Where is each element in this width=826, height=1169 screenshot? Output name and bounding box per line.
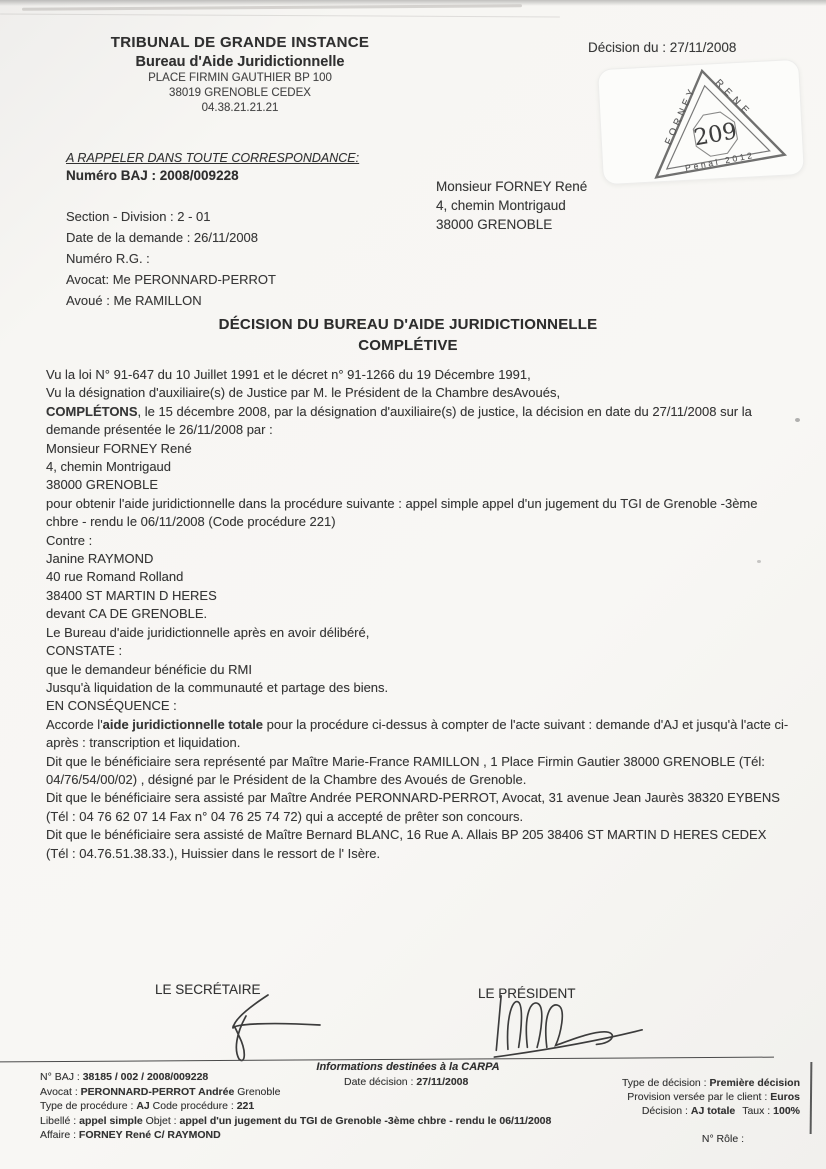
president-label: LE PRÉSIDENT xyxy=(478,986,576,1001)
libelle-label: Libellé : xyxy=(40,1114,80,1127)
constate-line1: que le demandeur bénéficie du RMI xyxy=(46,661,252,677)
code-procedure-label: Code procédure : xyxy=(149,1100,237,1113)
footer-type-decision-row xyxy=(622,1076,800,1090)
footer-provision-row xyxy=(622,1090,800,1104)
accorde-bold: aide juridictionnelle totale xyxy=(102,716,264,732)
correspondence-notice: A RAPPELER DANS TOUTE CORRESPONDANCE: xyxy=(66,151,360,165)
secretary-label: LE SECRÉTAIRE xyxy=(155,982,261,997)
triangular-stamp xyxy=(635,55,792,186)
case-info-block xyxy=(66,206,276,311)
taux-value: 100% xyxy=(773,1105,800,1118)
vu-loi-paragraph: Vu la loi N° 91-647 du 10 Juillet 1991 et le décret n° 91-1266 du 19 Décembre 1991, xyxy=(46,367,531,382)
addressee-street: 4, chemin Montrigaud xyxy=(436,198,566,213)
applicant-city: 38000 GRENOBLE xyxy=(46,477,159,493)
objet-label: Objet : xyxy=(142,1114,180,1127)
applicant-name: Monsieur FORNEY René xyxy=(46,440,192,456)
document-title-line1: DÉCISION DU BUREAU D'AIDE JURIDICTIONNELLE xyxy=(218,316,598,333)
consequence-heading: EN CONSÉQUENCE : xyxy=(46,698,177,714)
decision-date: Décision du : 27/11/2008 xyxy=(588,40,737,55)
dit-assiste-huissier-paragraph: Dit que le bénéficiaire sera assisté de Maître Bernard BLANC, 16 Rue A. Allais BP 205 38406 ST MARTIN D HERES CEDEX (Tél : 04.76.51.38.33.), Huissier dans le ressort de l' Isère. xyxy=(46,827,767,861)
date-decision-value: 27/11/2008 xyxy=(416,1076,469,1088)
addressee-city: 38000 GRENOBLE xyxy=(436,217,553,232)
n-baj-value: 38185 / 002 / 2008/009228 xyxy=(82,1071,209,1083)
avocat-value: PERONNARD-PERROT Andrée xyxy=(80,1085,235,1098)
footer-right-column xyxy=(622,1076,800,1146)
carpa-title: Informations destinées à la CARPA xyxy=(316,1061,500,1073)
avocat-suffix: Grenoble xyxy=(234,1085,281,1098)
libelle-value: appel simple xyxy=(79,1114,143,1127)
opponent-street: 40 rue Romand Rolland xyxy=(46,569,184,585)
president-signature xyxy=(486,990,666,1060)
numero-rg: Numéro R.G. : xyxy=(66,251,150,266)
decision-value: AJ totale xyxy=(690,1105,736,1118)
delibere-line: Le Bureau d'aide juridictionnelle après en avoir délibéré, xyxy=(46,624,370,640)
pour-obtenir-paragraph: pour obtenir l'aide juridictionnelle dans la procédure suivante : appel simple appel d'un jugement du TGI de Grenoble -3ème chbre - rendu le 06/11/2008 (Code procédure 221) xyxy=(46,495,758,530)
applicant-street: 4, chemin Montrigaud xyxy=(46,459,172,475)
code-procedure-value: 221 xyxy=(236,1100,255,1113)
accorde-post: pour la procédure ci-dessus à compter de l'acte suivant : demande d'AJ et jusqu'à l'acte ci-après : transcription et liquidation. xyxy=(46,716,789,751)
stamp-bottom-text: Penal 2012 xyxy=(684,149,756,174)
date-demande: Date de la demande : 26/11/2008 xyxy=(66,230,259,245)
devant-line: devant CA DE GRENOBLE. xyxy=(46,606,208,622)
completons-keyword: COMPLÉTONS xyxy=(46,403,138,419)
secretary-signature xyxy=(168,992,368,1062)
accorde-pre: Accorde l' xyxy=(46,716,103,732)
date-decision-label: Date décision : xyxy=(344,1076,417,1088)
vu-designation-paragraph: Vu la désignation d'auxiliaire(s) de Justice par M. le Président de la Chambre desAvoués, xyxy=(46,385,561,401)
contre-heading: Contre : xyxy=(46,532,93,548)
avocat-label: Avocat : xyxy=(40,1085,81,1098)
constate-heading: CONSTATE : xyxy=(46,643,123,659)
scan-artifact-edge-line xyxy=(810,1062,813,1134)
stamp-number: 209 xyxy=(691,118,739,152)
opponent-name: Janine RAYMOND xyxy=(46,551,154,567)
section-division: Section - Division : 2 - 01 xyxy=(66,209,211,224)
document-title-line2: COMPLÉTIVE xyxy=(358,337,458,354)
completons-text: , le 15 décembre 2008, par la désignation d'auxiliaire(s) de justice, la décision en date du 27/11/2008 sur la demande présentée le 26/11/2008 par : xyxy=(46,403,752,438)
footer-n-role-row: N° Rôle : xyxy=(701,1132,744,1145)
opponent-city: 38400 ST MARTIN D HERES xyxy=(46,587,217,603)
addressee-block xyxy=(436,177,587,234)
n-baj-label: N° BAJ : xyxy=(40,1071,83,1083)
accorde-paragraph xyxy=(46,716,790,753)
letterhead-phone: 04.38.21.21.21 xyxy=(201,101,279,114)
stamp-sticker xyxy=(597,59,805,185)
objet-value: appel d'un jugement du TGI de Grenoble -3ème chbre - rendu le 06/11/2008 xyxy=(179,1114,552,1127)
taux-label: Taux : xyxy=(742,1105,774,1118)
scan-artifact-streak xyxy=(0,14,560,18)
affaire-value: FORNEY René C/ RAYMOND xyxy=(78,1129,221,1142)
decision-label: Décision : xyxy=(641,1105,691,1118)
bureau-name: Bureau d'Aide Juridictionnelle xyxy=(135,53,345,70)
type-procedure-label: Type de procédure : xyxy=(40,1100,137,1113)
type-decision-label: Type de décision : xyxy=(621,1077,710,1089)
addressee-name: Monsieur FORNEY René xyxy=(436,179,588,194)
court-name: TRIBUNAL DE GRANDE INSTANCE xyxy=(110,34,370,51)
document-title xyxy=(0,314,816,356)
letterhead xyxy=(55,34,425,116)
type-decision-value: Première décision xyxy=(709,1077,800,1089)
avoue-line: Avoué : Me RAMILLON xyxy=(66,293,202,308)
letterhead-address-line2: 38019 GRENOBLE CEDEX xyxy=(169,86,311,99)
stamp-right-text: RENE xyxy=(712,77,755,120)
provision-label: Provision versée par le client : xyxy=(627,1091,771,1104)
dit-assiste-avocat-paragraph: Dit que le bénéficiaire sera assisté par Maître Andrée PERONNARD-PERROT, Avocat, 31 avenue Jean Jaurès 38320 EYBENS (Tél : 04 76 62 07 14 Fax n° 04 76 25 74 72) qui a accepté de prêter son concours. xyxy=(46,790,780,824)
completons-paragraph xyxy=(46,403,790,440)
provision-value: Euros xyxy=(770,1091,800,1104)
letterhead-address-line1: PLACE FIRMIN GAUTHIER BP 100 xyxy=(148,71,332,84)
decision-body xyxy=(46,366,790,863)
dit-represente-paragraph: Dit que le bénéficiaire sera représenté par Maître Marie-France RAMILLON , 1 Place Firmin Gautier 38000 GRENOBLE (Tél: 04/76/54/00/02) , désigné par le Président de la Chambre des Avoués de Grenoble. xyxy=(46,753,765,787)
stamp-left-text: FORNEY xyxy=(663,84,699,147)
avocat-line: Avocat: Me PERONNARD-PERROT xyxy=(66,272,276,287)
affaire-label: Affaire : xyxy=(40,1129,79,1142)
constate-line2: Jusqu'à liquidation de la communauté et partage des biens. xyxy=(46,679,389,695)
footer-decision-taux-row xyxy=(622,1104,800,1118)
type-procedure-value: AJ xyxy=(136,1100,150,1113)
numero-baj: Numéro BAJ : 2008/009228 xyxy=(66,168,239,183)
scan-artifact-speck xyxy=(795,418,800,422)
